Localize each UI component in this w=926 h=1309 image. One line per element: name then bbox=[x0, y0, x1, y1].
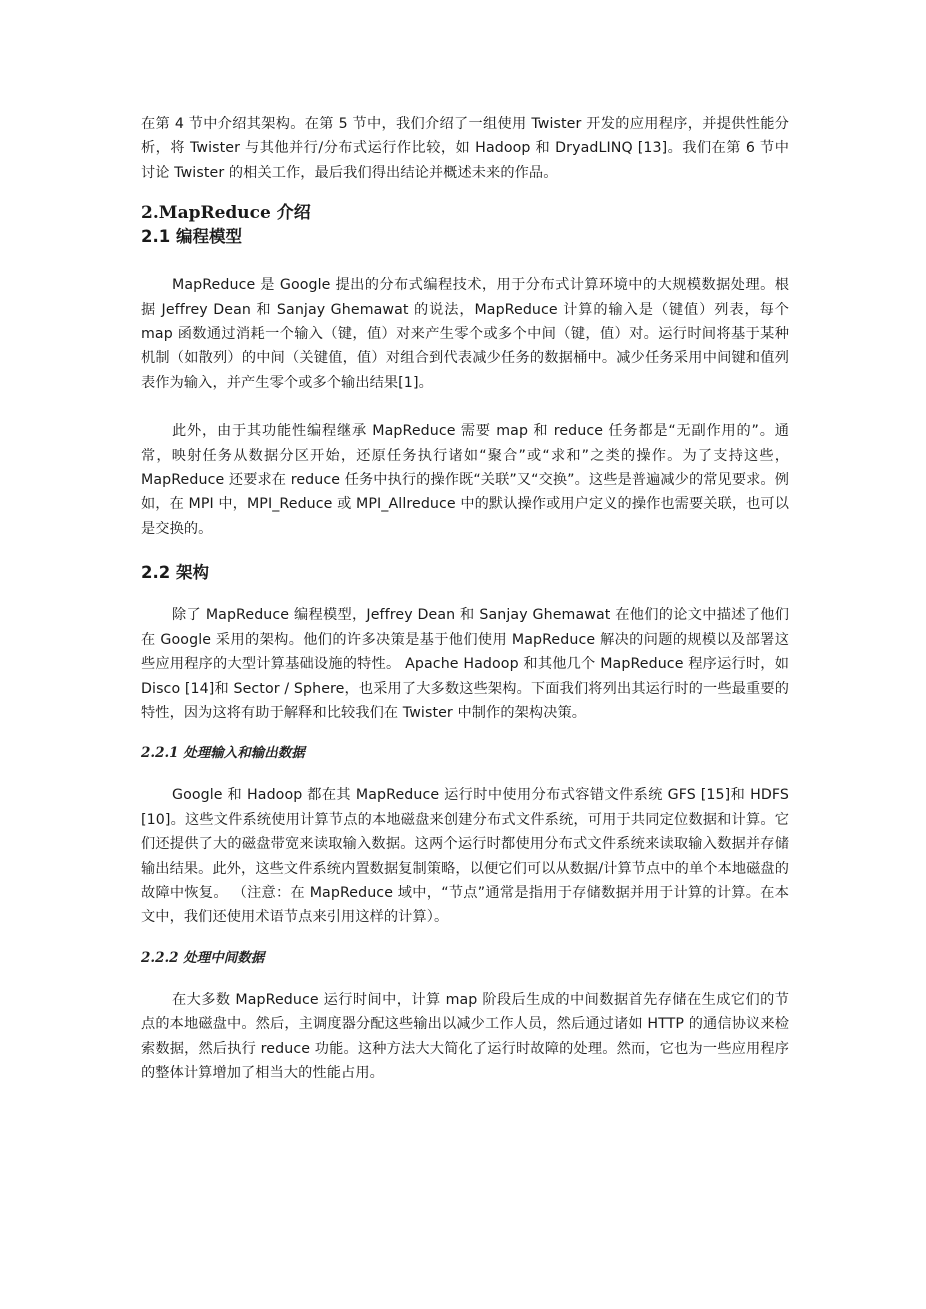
section-2-2-title: 2.2 架构 bbox=[141, 563, 209, 583]
section-2-2-paragraph-1: 除了 MapReduce 编程模型，Jeffrey Dean 和 Sanjay Ghemawat 在他们的论文中描述了他们在 Google 采用的架构。他们的许多决策是基于他们使用 MapReduce 解决的问题的规模以及部署这些应用程序的大型计算基础设施的特性。 Apache Hadoop 和其他几个 MapReduce 程序运行时，如 Disco [14]和 Sector / Sphere，也采用了大多数这些架构。下面我们将列出其运行时的一些最重要的特性，因为这将有助于解释和比较我们在 Twister 中制作的架构决策。 bbox=[141, 607, 789, 721]
section-2-2-1-title: 2.2.1 处理输入和输出数据 bbox=[141, 745, 305, 762]
section-2-2-2-title: 2.2.2 处理中间数据 bbox=[141, 949, 265, 966]
document-page bbox=[141, 112, 789, 1085]
section-2-1-paragraph-2: 此外，由于其功能性编程继承 MapReduce 需要 map 和 reduce 任务都是“无副作用的”。通常，映射任务从数据分区开始，还原任务执行诸如“聚合”或“求和”之类的操作。为了支持这些，MapReduce 还要求在 reduce 任务中执行的操作既“关联”又“交换”。这些是普遍减少的常见要求。例如，在 MPI 中，MPI_Reduce 或 MPI_Allreduce 中的默认操作或用户定义的操作也需要关联，也可以是交换的。 bbox=[141, 423, 789, 537]
section-2-1-title: 2.1 编程模型 bbox=[141, 227, 242, 247]
intro-paragraph: 在第 4 节中介绍其架构。在第 5 节中，我们介绍了一组使用 Twister 开发的应用程序，并提供性能分析，将 Twister 与其他并行/分布式运行作比较，如 Hadoop 和 DryadLINQ [13]。我们在第 6 节中讨论 Twister 的相关工作，最后我们得出结论并概述未来的作品。 bbox=[141, 116, 789, 181]
section-2-1-paragraph-1: MapReduce 是 Google 提出的分布式编程技术，用于分布式计算环境中的大规模数据处理。根据 Jeffrey Dean 和 Sanjay Ghemawat 的说法，MapReduce 计算的输入是（键值）列表，每个 map 函数通过消耗一个输入（键，值）对来产生零个或多个中间（键，值）对。运行时间将基于某种机制（如散列）的中间（关键值，值）对组合到代表减少任务的数据桶中。减少任务采用中间键和值列表作为输入，并产生零个或多个输出结果[1]。 bbox=[141, 277, 789, 391]
section-2-2-2-paragraph-1: 在大多数 MapReduce 运行时间中，计算 map 阶段后生成的中间数据首先存储在生成它们的节点的本地磁盘中。然后，主调度器分配这些输出以减少工作人员，然后通过诸如 HTTP 的通信协议来检索数据，然后执行 reduce 功能。这种方法大大简化了运行时故障的处理。然而，它也为一些应用程序的整体计算增加了相当大的性能占用。 bbox=[141, 991, 789, 1081]
section-2-2-1-paragraph-1: Google 和 Hadoop 都在其 MapReduce 运行时中使用分布式容错文件系统 GFS [15]和 HDFS [10]。这些文件系统使用计算节点的本地磁盘来创建分布式文件系统，可用于共同定位数据和计算。它们还提供了大的磁盘带宽来读取输入数据。这两个运行时都使用分布式文件系统来读取输入数据并存储输出结果。此外，这些文件系统内置数据复制策略，以便它们可以从数据/计算节点中的单个本地磁盘的故障中恢复。 （注意：在 MapReduce 域中，“节点”通常是指用于存储数据并用于计算的计算。在本文中，我们还使用术语节点来引用这样的计算）。 bbox=[141, 787, 789, 926]
section-2-title: 2.MapReduce 介绍 bbox=[141, 203, 311, 224]
